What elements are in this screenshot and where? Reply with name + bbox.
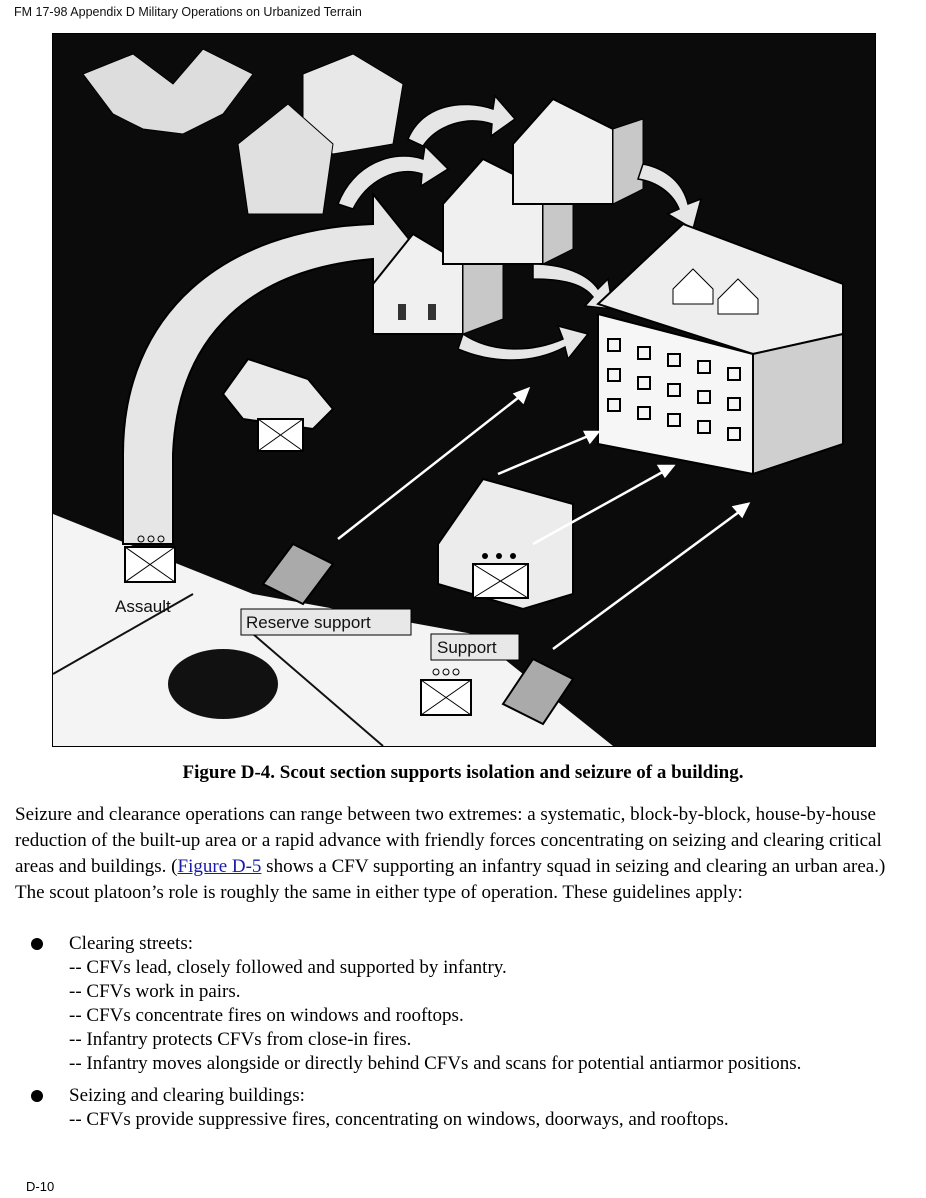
sub-item: -- Infantry protects CFVs from close-in fires.: [69, 1029, 412, 1050]
bullet-icon: [31, 1090, 43, 1102]
support-building: [438, 479, 573, 609]
list-item: [15, 1084, 915, 1132]
label-assault: Assault: [115, 597, 171, 616]
target-building: [598, 224, 843, 474]
urban-operations-diagram: [53, 34, 875, 746]
tree: [168, 649, 278, 719]
page-header: FM 17-98 Appendix D Military Operations on Urbanized Terrain: [14, 5, 362, 19]
house: [513, 99, 643, 204]
bullet-icon: [31, 938, 43, 950]
sub-item: -- CFVs concentrate fires on windows and rooftops.: [69, 1005, 464, 1026]
sub-item: -- CFVs provide suppressive fires, concentrating on windows, doorways, and rooftops.: [69, 1109, 729, 1130]
figure-d5-link[interactable]: Figure D-5: [177, 856, 262, 877]
sub-item: -- CFVs work in pairs.: [69, 981, 241, 1002]
cfv-vehicle: [263, 544, 333, 604]
sub-item: -- Infantry moves alongside or directly behind CFVs and scans for potential antiarmor positions.: [69, 1053, 802, 1074]
label-reserve-support: Reserve support: [246, 613, 371, 632]
list-item-title: Clearing streets:: [69, 933, 193, 954]
page-number: D-10: [26, 1179, 55, 1194]
sub-item: -- CFVs lead, closely followed and supported by infantry.: [69, 957, 507, 978]
label-support: Support: [437, 638, 497, 657]
list-item-title: Seizing and clearing buildings:: [69, 1085, 305, 1106]
list-item: [15, 932, 915, 1076]
figure-caption: Figure D-4. Scout section supports isolation and seizure of a building.: [182, 762, 744, 783]
reserve-house: [223, 359, 333, 451]
figure-d4-illustration: [52, 33, 876, 747]
body-paragraph: Seizure and clearance operations can range between two extremes: a systematic, block-by-block, house-by-house reduction of the built-up area or a rapid advance with friendly forces concentrating on seizing and clearing critical areas and buildings. (Figure D-5 shows a CFV supporting an infantry squad in seizing and clearing an urban area.) The scout platoon’s role is roughly the same in either type of operation. These guidelines apply:: [15, 804, 886, 903]
guidelines-list: [15, 932, 915, 1140]
